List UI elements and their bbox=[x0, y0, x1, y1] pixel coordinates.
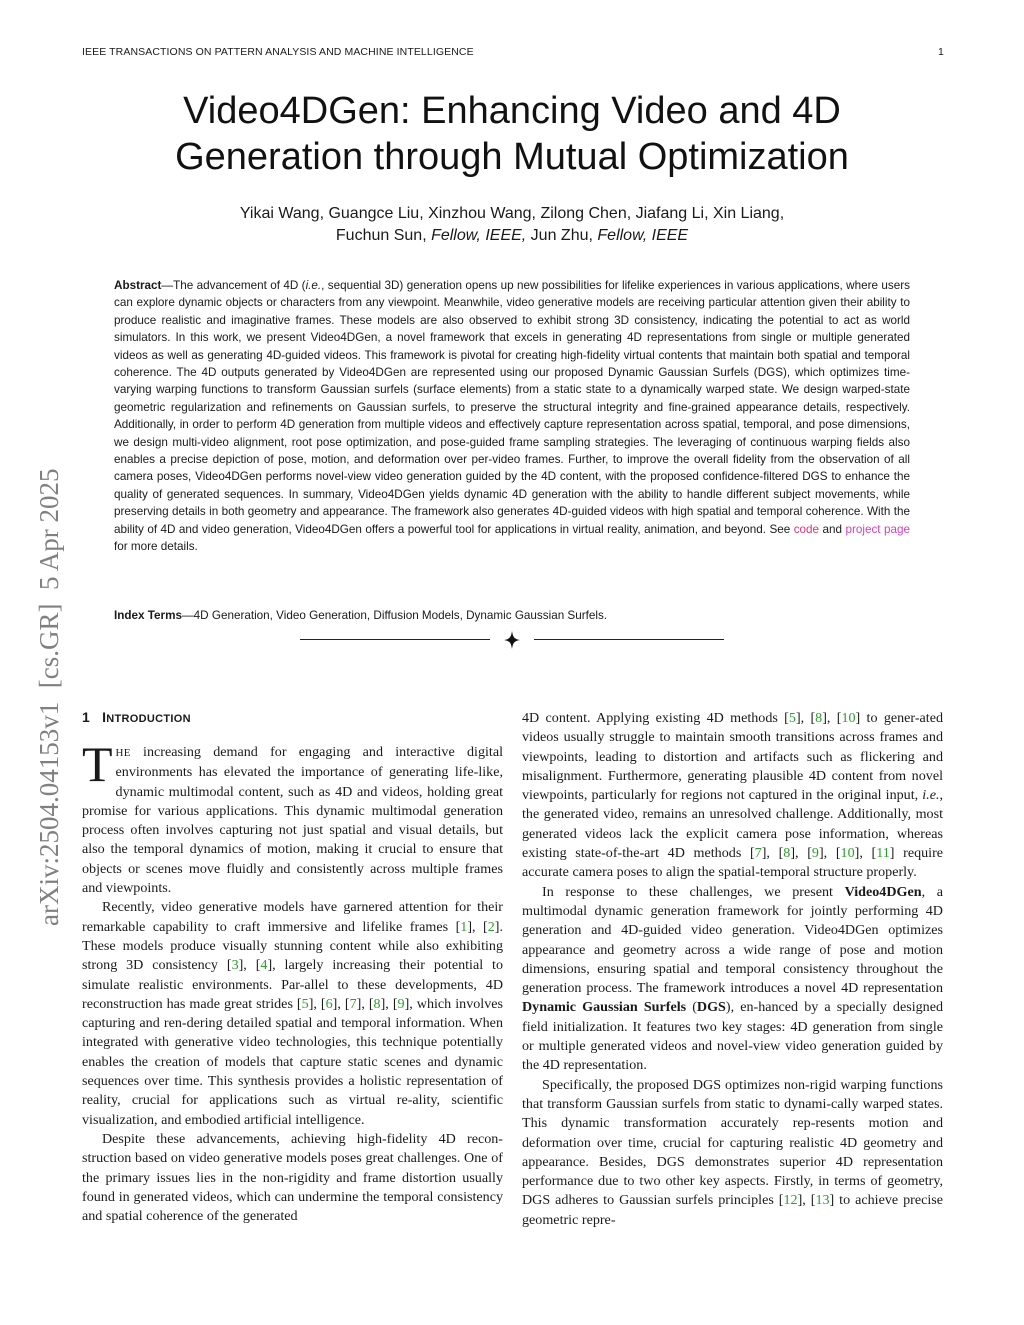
arxiv-sidebar bbox=[26, 360, 66, 930]
citation-link[interactable]: 9 bbox=[397, 995, 405, 1012]
author-list bbox=[0, 203, 1024, 247]
italic-text: i.e. bbox=[922, 787, 940, 804]
paragraph-text: increasing demand for engaging and interactive digital environments has elevated the importance of generating life-like, dynamic multimodal content, such as 4D and videos, holding great promise for various applications. This dynamic multimodal generation process often involves capturing not just spatial and visual details, but also the temporal dynamics of motion, making it crucial to ensure that objects or scenes move fluidly and consistently across multiple frames and viewpoints. bbox=[82, 744, 503, 897]
authors-line-1: Yikai Wang, Guangce Liu, Xinzhou Wang, Zilong Chen, Jiafang Li, Xin Liang, bbox=[239, 205, 785, 222]
citation-link[interactable]: 10 bbox=[841, 710, 856, 726]
bold-term: Dynamic Gaussian Surfels bbox=[522, 999, 687, 1016]
paper-title bbox=[0, 88, 1024, 180]
paragraph-text: ] to gener-ated videos usually struggle to maintain smooth transitions across frames and viewpoints, leading to distortion and artifacts such as flickering and misalignment. Furthermore, generating plausible 4D content from novel viewpoints, particularly for regions not captured in the original input, bbox=[522, 710, 944, 804]
paragraph-text: ], [ bbox=[467, 918, 488, 935]
paragraph-text: 4D content. Applying existing 4D methods [ bbox=[522, 710, 789, 726]
paragraph-text: ], largely increasing their potential to simulate realistic environments. Par-allel to these developments, 4D reconstruction has made great strides [ bbox=[82, 957, 503, 1012]
paragraph-text: ], [ bbox=[238, 957, 261, 974]
citation-link[interactable]: 4 bbox=[260, 957, 268, 974]
paragraph-text: In response to these challenges, we present bbox=[542, 883, 845, 900]
citation-link[interactable]: 3 bbox=[231, 957, 239, 974]
section-title-initial: I bbox=[102, 709, 107, 725]
citation-link[interactable]: 10 bbox=[840, 845, 855, 862]
abstract-text: for more details. bbox=[114, 540, 198, 554]
journal-name: IEEE TRANSACTIONS ON PATTERN ANALYSIS AND MACHINE INTELLIGENCE bbox=[82, 46, 474, 58]
authors-line-2 bbox=[0, 225, 1024, 247]
citation-link[interactable]: 11 bbox=[876, 845, 890, 862]
abstract-label: Abstract bbox=[114, 279, 162, 292]
section-divider bbox=[300, 630, 724, 650]
index-terms bbox=[114, 607, 910, 624]
paragraph-text: ], [ bbox=[308, 995, 326, 1012]
paragraph-text: , a multimodal dynamic generation framework for jointly performing 4D generation and 4D-guided video generation. Video4DGen optimizes appearance and geometry across a wide range of pose and motion dimensions, ensuring spatial and temporal consistency throughout the generation process. The framework introduces a novel 4D representation bbox=[522, 883, 943, 997]
section-number: 1 bbox=[82, 709, 91, 725]
citation-link[interactable]: 9 bbox=[811, 845, 819, 862]
project-page-link[interactable]: project page bbox=[845, 522, 910, 536]
citation-link[interactable]: 6 bbox=[325, 995, 333, 1012]
bold-term: Video4DGen bbox=[844, 883, 922, 900]
drop-cap: T bbox=[82, 736, 113, 792]
author-title: Fellow, IEEE, bbox=[431, 227, 527, 244]
paragraph-text: ], [ bbox=[854, 845, 877, 862]
right-column bbox=[522, 709, 943, 1230]
citation-link[interactable]: 8 bbox=[815, 710, 823, 726]
paragraph-text: ], [ bbox=[356, 995, 374, 1012]
author-title: Fellow, IEEE bbox=[597, 227, 689, 244]
author-text: Jun Zhu, bbox=[526, 227, 598, 244]
citation-link[interactable]: 1 bbox=[460, 918, 468, 935]
code-link[interactable]: code bbox=[793, 522, 820, 536]
section-title-rest: NTRODUCTION bbox=[106, 713, 191, 725]
citation-link[interactable]: 12 bbox=[783, 1192, 798, 1209]
paragraph-text: ( bbox=[686, 999, 697, 1016]
paragraph-text: ], [ bbox=[380, 995, 398, 1012]
citation-link[interactable]: 7 bbox=[754, 845, 762, 862]
paragraph bbox=[522, 1076, 943, 1230]
paragraph-text: ], [ bbox=[795, 710, 816, 726]
paragraph-text: Specifically, the proposed DGS optimizes non-rigid warping functions that transform Gaussian surfels from static to dynami-cally warped states. This dynamic transformation accurately rep-resents motion and deformation over time, crucial for capturing realistic 4D geometry and appearance. Besides, DGS demonstrates superior 4D representation performance due to two other key aspects. Firstly, in terms of geometry, DGS adheres to Gaussian surfels principles [ bbox=[522, 1076, 943, 1209]
paragraph: Despite these advancements, achieving high-fidelity 4D recon-struction based on video generative models poses great challenges. One of the primary issues lies in the non-rigidity and frame distortion usually found in generated videos, which can undermine the temporal consistency and spatial coherence of the generated bbox=[82, 1130, 503, 1225]
abstract-text: and bbox=[819, 522, 846, 536]
paragraph-text: ], which involves capturing and ren-dering detailed spatial and temporal information. When integrated with generative video technologies, this technique potentially enables the creation of models that capture static scenes and dynamic sequences over time. This synthesis provides a holistic representation of reality, crucial for applications such as virtual re-ality, scientific visualization, and embodied artificial intelligence. bbox=[82, 995, 503, 1128]
paragraph bbox=[82, 898, 503, 1130]
diamond-star-icon bbox=[503, 630, 521, 650]
paragraph-text: ), en-hanced by a specially designed field initialization. It features two key stages: 4D generation from single or multiple generated videos and novel-view video generation guided by the 4D representation. bbox=[522, 999, 944, 1074]
citation-link[interactable]: 8 bbox=[373, 995, 381, 1012]
page-number: 1 bbox=[938, 46, 944, 58]
arxiv-id: arXiv:2504.04153v1 [cs.GR] 5 Apr 2025 bbox=[34, 468, 64, 926]
paragraph-text: ], [ bbox=[790, 845, 812, 862]
section-heading bbox=[82, 708, 503, 728]
bold-term: DGS bbox=[696, 999, 726, 1016]
paragraph-text: ] require accurate camera poses to align the spatial-temporal structure properly. bbox=[522, 845, 944, 881]
smallcaps-text: HE bbox=[115, 747, 131, 759]
citation-link[interactable]: 5 bbox=[788, 710, 796, 726]
author-text: Fuchun Sun, bbox=[335, 227, 432, 244]
index-terms-text: —4D Generation, Video Generation, Diffusion Models, Dynamic Gaussian Surfels. bbox=[181, 609, 608, 622]
title-line-2: Generation through Mutual Optimization bbox=[175, 136, 849, 178]
divider-line-left bbox=[300, 639, 490, 640]
abstract-italic: i.e. bbox=[305, 279, 322, 292]
left-column bbox=[82, 708, 503, 1226]
paragraph-text: ]. These models produce visually stunning content while also exhibiting strong 3D consistency [ bbox=[82, 918, 503, 974]
abstract bbox=[114, 277, 910, 556]
paragraph bbox=[82, 736, 503, 898]
index-terms-label: Index Terms bbox=[114, 609, 182, 622]
paragraph-text: ], [ bbox=[797, 1192, 816, 1209]
paragraph-text: ], [ bbox=[818, 845, 841, 862]
paragraph-text: , the generated video, remains an unresolved challenge. Additionally, most generated videos lack the explicit camera pose information, whereas existing state-of-the-art 4D methods [ bbox=[522, 787, 943, 862]
citation-link[interactable]: 7 bbox=[349, 995, 357, 1012]
citation-link[interactable]: 5 bbox=[301, 995, 309, 1012]
paragraph bbox=[522, 709, 943, 883]
paragraph-text: ], [ bbox=[822, 710, 842, 726]
paragraph bbox=[522, 883, 943, 1076]
paragraph-text: ], [ bbox=[332, 995, 350, 1012]
paragraph-text: ], [ bbox=[761, 845, 784, 862]
running-header bbox=[82, 46, 944, 60]
paragraph-text: ] to achieve precise geometric repre- bbox=[522, 1192, 943, 1228]
title-line-1: Video4DGen: Enhancing Video and 4D bbox=[183, 90, 841, 132]
citation-link[interactable]: 13 bbox=[815, 1192, 830, 1209]
citation-link[interactable]: 2 bbox=[487, 918, 495, 935]
abstract-text: —The advancement of 4D ( bbox=[161, 279, 306, 292]
divider-line-right bbox=[534, 639, 724, 640]
abstract-text: , sequential 3D) generation opens up new possibilities for lifelike experiences in various applications, where users can explore dynamic objects or characters from any viewpoint. Meanwhile, video generative models are receiving particular attention given their ability to produce realistic and imaginative frames. These models are also observed to exhibit strong 3D consistency, indicating the potential to act as world simulators. In this work, we present Video4DGen, a novel framework that excels in generating 4D representations from single or multiple generated videos as well as generating 4D-guided videos. This framework is pivotal for creating high-fidelity virtual contents that maintain both spatial and temporal coherence. The 4D outputs generated by Video4DGen are represented using our proposed Dynamic Gaussian Surfels (DGS), which optimizes time-varying warping functions to transform Gaussian surfels (surface elements) from a static state to a dynamically warped state. We design warped-state geometric regularization and refinements on Gaussian surfels, to preserve the structural integrity and fine-grained appearance details, respectively. Additionally, in order to perform 4D generation from multiple videos and effectively capture representation across spatial, temporal, and pose dimensions, we design multi-video alignment, root pose optimization, and pose-guided frame sampling strategies. The leveraging of continuous warping fields also enables a precise depiction of pose, motion, and deformation over per-video frames. Further, to improve the overall fidelity from the observation of all camera poses, Video4DGen performs novel-view video generation guided by the 4D content, with the proposed confidence-filtered DGS to enhance the quality of generated sequences. In summary, Video4DGen yields dynamic 4D generation with the ability to handle different subject movements, while preserving details in both geometry and appearance. The framework also generates 4D-guided videos with high spatial and temporal coherence. With the ability of 4D and video generation, Video4DGen offers a powerful tool for applications in virtual reality, animation, and beyond. See bbox=[114, 279, 910, 536]
citation-link[interactable]: 8 bbox=[783, 845, 791, 862]
paragraph-text: Recently, video generative models have garnered attention for their remarkable capability to craft immersive and lifelike frames [ bbox=[82, 899, 503, 935]
